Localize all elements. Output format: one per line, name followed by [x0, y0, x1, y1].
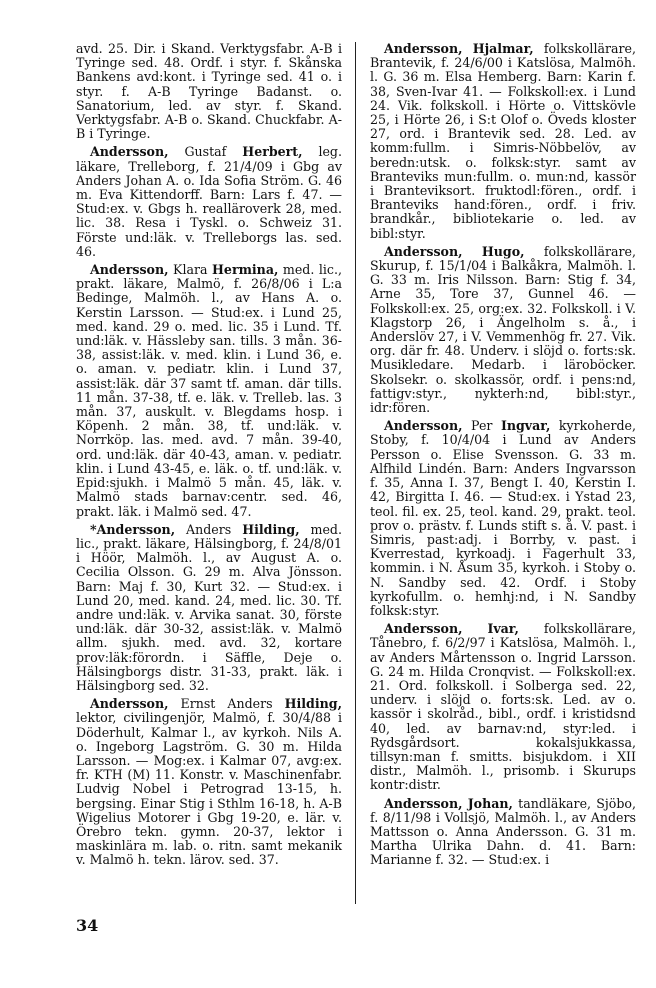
entry-given-names: Anders — [175, 521, 243, 537]
entry-hilding-ernst — [76, 697, 342, 867]
entry-continuation — [76, 42, 342, 141]
entry-call-name: Hilding, — [284, 696, 342, 712]
entry-text: lektor, civilingenjör, Malmö, f. 30/4/88 i Döderhult, Kalmar l., av kyrkoh. Nils A. o. Ingeborg Lagström. G. 30 m. Hilda Larsson. — Mog:ex. i Kalmar 07, avg:ex. fr. KTH (M) 11. Konstr. v. Maschinenfabr. Ludvig Nobel i Petrograd 13-15, h. bergsing. Einar Stig i Sthlm 16-18, h. A-B Wigelius Motorer i Gbg 19-20, e. lär. v. Örebro tekn. gymn. 20-37, lektor i maskinlära m. lab. o. ritn. samt mekanik v. Malmö h. tekn. lärov. sed. 37. — [76, 710, 342, 868]
entry-text: med. lic., prakt. läkare, Hälsingborg, f. 24/8/01 i Höör, Malmöh. l., av August A. o. Cecilia Olsson. G. 29 m. Alva Jönsson. Barn: Maj f. 30, Kurt 32. — Stud:ex. i Lund 20, med. kand. 24, med. lic. 30. Tf. andre und:läk. v. Arvika sanat. 30, förste und:läk. där 30-32, assist:läk. v. Malmö allm. sjukh. med. avd. 32, kortare prov:läk:förordn. i Säffle, Deje o. Hälsingborgs distr. 31-33, prakt. läk. i Hälsingborg sed. 32. — [76, 521, 342, 693]
entry-johan — [370, 797, 636, 868]
entry-call-name: Hilding, — [242, 521, 300, 537]
entry-given-names — [463, 621, 488, 636]
entry-text: folkskollärare, Skurup, f. 15/1/04 i Balkåkra, Malmöh. l. G. 33 m. Iris Nilsson. Barn: Stig f. 34, Arne 35, Tore 37, Gunnel 46. — Folkskoll:ex. 25, org:ex. 32. Folkskoll. i V. Klagstorp 26, i Ängelholm s. å., i Anderslöv 27, i V. Vemmenhög fr. 27. Vik. org. där fr. 48. Underv. i slöjd o. forts:sk. Musikledare. Medarb. i läroböcker. Skolsekr. o. skolkassör, ordf. i pens:nd, fattigv:styr., nykterh:nd, bibl:styr., idr:fören. — [370, 243, 636, 416]
page-number: 34 — [76, 916, 99, 935]
entry-hjalmar — [370, 42, 636, 241]
entry-hugo — [370, 245, 636, 415]
entry-call-name: Ivar, — [487, 621, 519, 637]
column-divider — [355, 42, 356, 904]
entry-given-names: Klara — [168, 262, 213, 278]
entry-surname: Andersson, — [384, 795, 463, 811]
entry-text: med. lic., prakt. läkare, Malmö, f. 26/8/06 i L:a Bedinge, Malmöh. l., av Hans A. o. Kerstin Larsson. — Stud:ex. i Lund 25, med. kand. 29 o. med. lic. 35 i Lund. Tf. und:läk. v. Hässleby san. tills. 3 mån. 36-38, assist:läk. v. med. klin. i Lund 36, e. o. aman. v. pediatr. klin. i Lund 37, assist:läk. där 37 samt tf. aman. där tills. 11 mån. 37-38, tf. e. läk. v. Trelleb. las. 3 mån. 37, auskult. v. Blegdams hosp. i Köpenh. 2 mån. 38, tf. und:läk. v. Norrköp. las. med. avd. 7 mån. 39-40, ord. und:läk. där 40-43, aman. v. pediatr. klin. i Lund 43-45, e. läk. o. tf. und:läk. v. Epid:sjukh. i Malmö 5 mån. 45, läk. v. Malmö stads barnav:centr. sed. 46, prakt. läk. i Malmö sed. 47. — [76, 262, 342, 519]
entry-given-names: Per — [462, 418, 501, 434]
entry-call-name: Hermina, — [212, 262, 279, 278]
entry-surname: Andersson, — [90, 696, 169, 712]
entry-text: folkskollärare, Tånebro, f. 6/2/97 i Katslösa, Malmöh. l., av Anders Mårtensson o. Ingrid Larsson. G. 24 m. Hilda Cronqvist. — Folkskoll:ex. 21. Ord. folkskoll. i Solberga sed. 22, underv. i slöjd o. forts:sk. Led. av o. kassör i skolråd., bibl., ordf. i kristidsnd 40, led. av barnav:nd, styr:led. i Rydsgårdsort. kokalsjukkassa, tillsyn:man f. smitts. bisjukdom. i XII distr., Malmöh. l., prisomb. i Skurups kontr:distr. — [370, 621, 636, 793]
entry-given-names — [463, 244, 482, 259]
entry-ingvar — [370, 419, 636, 618]
entry-surname: Andersson, — [90, 262, 169, 278]
entry-herbert — [76, 145, 342, 259]
entry-text: avd. 25. Dir. i Skand. Verktygsfabr. A-B i Tyringe sed. 48. Ordf. i styr. f. Skånska Bankens avd:kont. i Tyringe sed. 41 o. i styr. f. A-B Tyringe Badanst. o. Sanatorium, led. av styr. f. Skand. Verktygsfabr. A-B o. Skand. Chuckfabr. A-B i Tyringe. — [76, 41, 342, 142]
entry-call-name: Johan, — [467, 795, 513, 811]
entry-given-names — [463, 41, 473, 56]
entry-call-name: Herbert, — [242, 144, 303, 160]
entry-given-names: Ernst Anders — [168, 696, 285, 712]
entry-surname: *Andersson, — [90, 521, 176, 537]
left-column — [76, 42, 342, 872]
entry-text: tandläkare, Sjöbo, f. 8/11/98 i Vollsjö, Malmöh. l., av Anders Mattsson o. Anna Andersson. G. 31 m. Martha Ulrika Dahn. d. 41. Barn: Marianne f. 32. — Stud:ex. i — [370, 795, 636, 868]
entry-surname: Andersson, — [90, 144, 169, 160]
entry-text: kyrkoherde, Stoby, f. 10/4/04 i Lund av Anders Persson o. Elise Svensson. G. 33 m. Alfhild Lindén. Barn: Anders Ingvarsson f. 35, Anna I. 37, Bengt I. 40, Kerstin I. 42, Birgitta I. 46. — Stud:ex. i Ystad 23, teol. fil. ex. 25, teol. kand. 29, prakt. teol. prov o. prästv. f. Lunds stift s. å. V. past. i Simris, past:adj. i Borrby, v. past. i Kverrestad, kyrkoadj. i Fagerhult 33, kommin. i N. Åsum 35, kyrkoh. i Stoby o. N. Sandby sed. 42. Ordf. i Stoby kyrkofullm. o. hemhj:nd, i N. Sandby folksk:styr. — [370, 418, 636, 618]
entry-text: leg. läkare, Trelleborg, f. 21/4/09 i Gbg av Anders Johan A. o. Ida Sofia Ström. G. 46 m. Eva Kittendorff. Barn: Lars f. 47. — Stud:ex. v. Gbgs h. realläroverk 28, med. lic. 38. Resa i Tyskl. o. Schweiz 31. Förste und:läk. v. Trelleborgs las. sed. 46. — [76, 144, 342, 259]
entry-surname: Andersson, — [384, 41, 463, 56]
entry-call-name: Hugo, — [481, 243, 525, 259]
entry-surname: Andersson, — [384, 243, 463, 259]
entry-hermina — [76, 263, 342, 519]
entry-given-names: Gustaf — [168, 144, 243, 160]
entry-surname: Andersson, — [384, 418, 463, 434]
entry-surname: Andersson, — [384, 621, 463, 637]
entry-text: folkskollärare, Brantevik, f. 24/6/00 i Katslösa, Malmöh. l. G. 36 m. Elsa Hemberg. Barn: Karin f. 38, Sven-Ivar 41. — Folkskoll:ex. i Lund 24. Vik. folkskoll. i Hörte o. Vittskövle 25, i Hörte 26, i S:t Olof o. Öveds kloster 27, ord. i Brantevik sed. 28. Led. av komm:fullm. i Simris-Nöbbelöv, av beredn:utsk. o. folksk:styr. samt av Branteviks mun:fullm. o. mun:nd, kassör i Branteviksort. fruktodl:fören., ordf. i Branteviks hand:fören., ordf. i friv. brandkår., bibliotekarie o. led. av bibl:styr. — [370, 41, 636, 241]
right-column — [370, 42, 636, 872]
entry-ivar — [370, 622, 636, 792]
entry-call-name: Hjalmar, — [472, 41, 534, 56]
entry-call-name: Ingvar, — [500, 418, 551, 434]
entry-hilding-anders — [76, 523, 342, 693]
